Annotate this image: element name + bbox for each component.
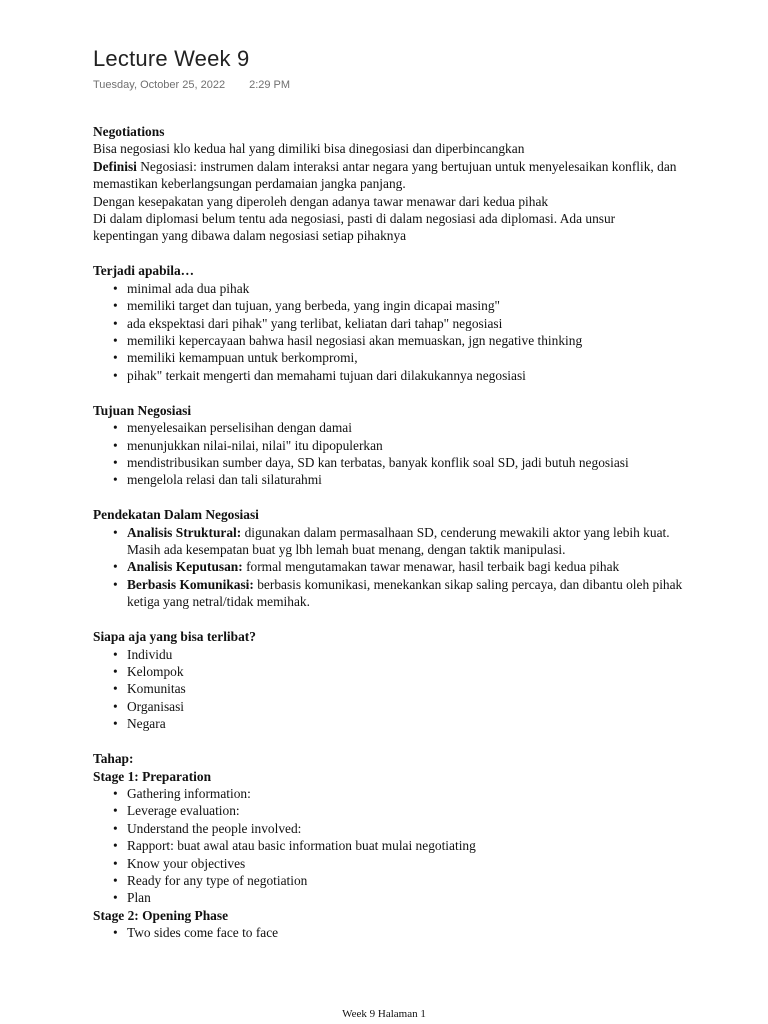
list-item: • mendistribusikan sumber daya, SD kan terbatas, banyak konflik soal SD, jadi butuh negosiasi <box>93 454 683 471</box>
list-item: • minimal ada dua pihak <box>93 280 683 297</box>
page-header <box>93 46 290 91</box>
page-meta <box>93 79 290 91</box>
list-item: • Two sides come face to face <box>93 924 683 941</box>
item-text: berbasis komunikasi, menekankan sikap saling percaya, dan dibantu oleh pihak ketiga yang netral/tidak memihak. <box>127 576 683 610</box>
section-heading-terjadi: Terjadi apabila… <box>93 263 195 279</box>
paragraph: Di dalam diplomasi belum tentu ada negosiasi, pasti di dalam negosiasi ada diplomasi. Ada unsur kepentingan yang dibawa dalam negosiasi setiap pihaknya <box>93 211 616 244</box>
list-item: • Negara <box>93 715 683 732</box>
section-heading-pendekatan: Pendekatan Dalam Negosiasi <box>93 507 259 523</box>
paragraph-definisi <box>93 158 683 193</box>
pendekatan-list <box>93 524 683 611</box>
section-heading-tahap: Tahap: <box>93 751 134 767</box>
item-label: Berbasis Komunikasi: <box>127 576 254 592</box>
siapa-list <box>93 646 683 733</box>
list-item: • Know your objectives <box>93 855 683 872</box>
definisi-text: Negosiasi: instrumen dalam interaksi antar negara yang bertujuan untuk menyelesaikan konflik, dan memastikan keberlangsungan perdamaian jangka panjang. <box>93 158 677 192</box>
list-item <box>93 524 683 559</box>
list-item: • Gathering information: <box>93 785 683 802</box>
section-heading-siapa: Siapa aja yang bisa terlibat? <box>93 629 256 645</box>
list-item: • Rapport: buat awal atau basic information buat mulai negotiating <box>93 837 683 854</box>
list-item: • Understand the people involved: <box>93 820 683 837</box>
list-item: • Ready for any type of negotiation <box>93 872 683 889</box>
list-item: • mengelola relasi dan tali silaturahmi <box>93 471 683 488</box>
list-item: • Komunitas <box>93 680 683 697</box>
list-item: • Plan <box>93 889 683 906</box>
item-text: digunakan dalam permasalhaan SD, cenderung mewakili aktor yang lebih kuat. Masih ada kesempatan buat yg lbh lemah buat menang, dengan taktik manipulasi. <box>127 524 670 558</box>
stage2-heading: Stage 2: Opening Phase <box>93 907 229 923</box>
paragraph: Dengan kesepakatan yang diperoleh dengan adanya tawar menawar dari kedua pihak <box>93 193 549 209</box>
item-text: formal mengutamakan tawar menawar, hasil terbaik bagi kedua pihak <box>242 559 620 575</box>
note-content <box>93 123 683 942</box>
list-item: • Organisasi <box>93 698 683 715</box>
list-item: • menunjukkan nilai-nilai, nilai" itu dipopulerkan <box>93 437 683 454</box>
list-item: • memiliki kemampuan untuk berkompromi, <box>93 349 683 366</box>
terjadi-list <box>93 280 683 384</box>
item-label: Analisis Keputusan: <box>127 559 243 575</box>
section-heading-negotiations: Negotiations <box>93 124 165 139</box>
list-item: • ada ekspektasi dari pihak" yang terlibat, keliatan dari tahap" negosiasi <box>93 315 683 332</box>
page-footer: Week 9 Halaman 1 <box>342 1008 426 1020</box>
list-item: • Leverage evaluation: <box>93 802 683 819</box>
list-item <box>93 558 683 575</box>
section-heading-tujuan: Tujuan Negosiasi <box>93 402 192 418</box>
page-title: Lecture Week 9 <box>93 46 250 71</box>
list-item: • menyelesaikan perselisihan dengan damai <box>93 419 683 436</box>
list-item: • memiliki kepercayaan bahwa hasil negosiasi akan memuaskan, jgn negative thinking <box>93 332 683 349</box>
page-date: Tuesday, October 25, 2022 <box>93 79 226 91</box>
definisi-label: Definisi <box>93 158 137 174</box>
stage1-list <box>93 785 683 907</box>
tujuan-list <box>93 419 683 489</box>
stage1-heading: Stage 1: Preparation <box>93 768 212 784</box>
list-item <box>93 576 683 611</box>
stage2-list <box>93 924 683 941</box>
list-item: • Individu <box>93 646 683 663</box>
list-item: • memiliki target dan tujuan, yang berbeda, yang ingin dicapai masing" <box>93 297 683 314</box>
item-label: Analisis Struktural: <box>127 524 242 540</box>
paragraph: Bisa negosiasi klo kedua hal yang dimiliki bisa dinegosiasi dan diperbincangkan <box>93 141 525 157</box>
list-item: • pihak" terkait mengerti dan memahami tujuan dari dilakukannya negosiasi <box>93 367 683 384</box>
list-item: • Kelompok <box>93 663 683 680</box>
page-time: 2:29 PM <box>249 79 291 91</box>
